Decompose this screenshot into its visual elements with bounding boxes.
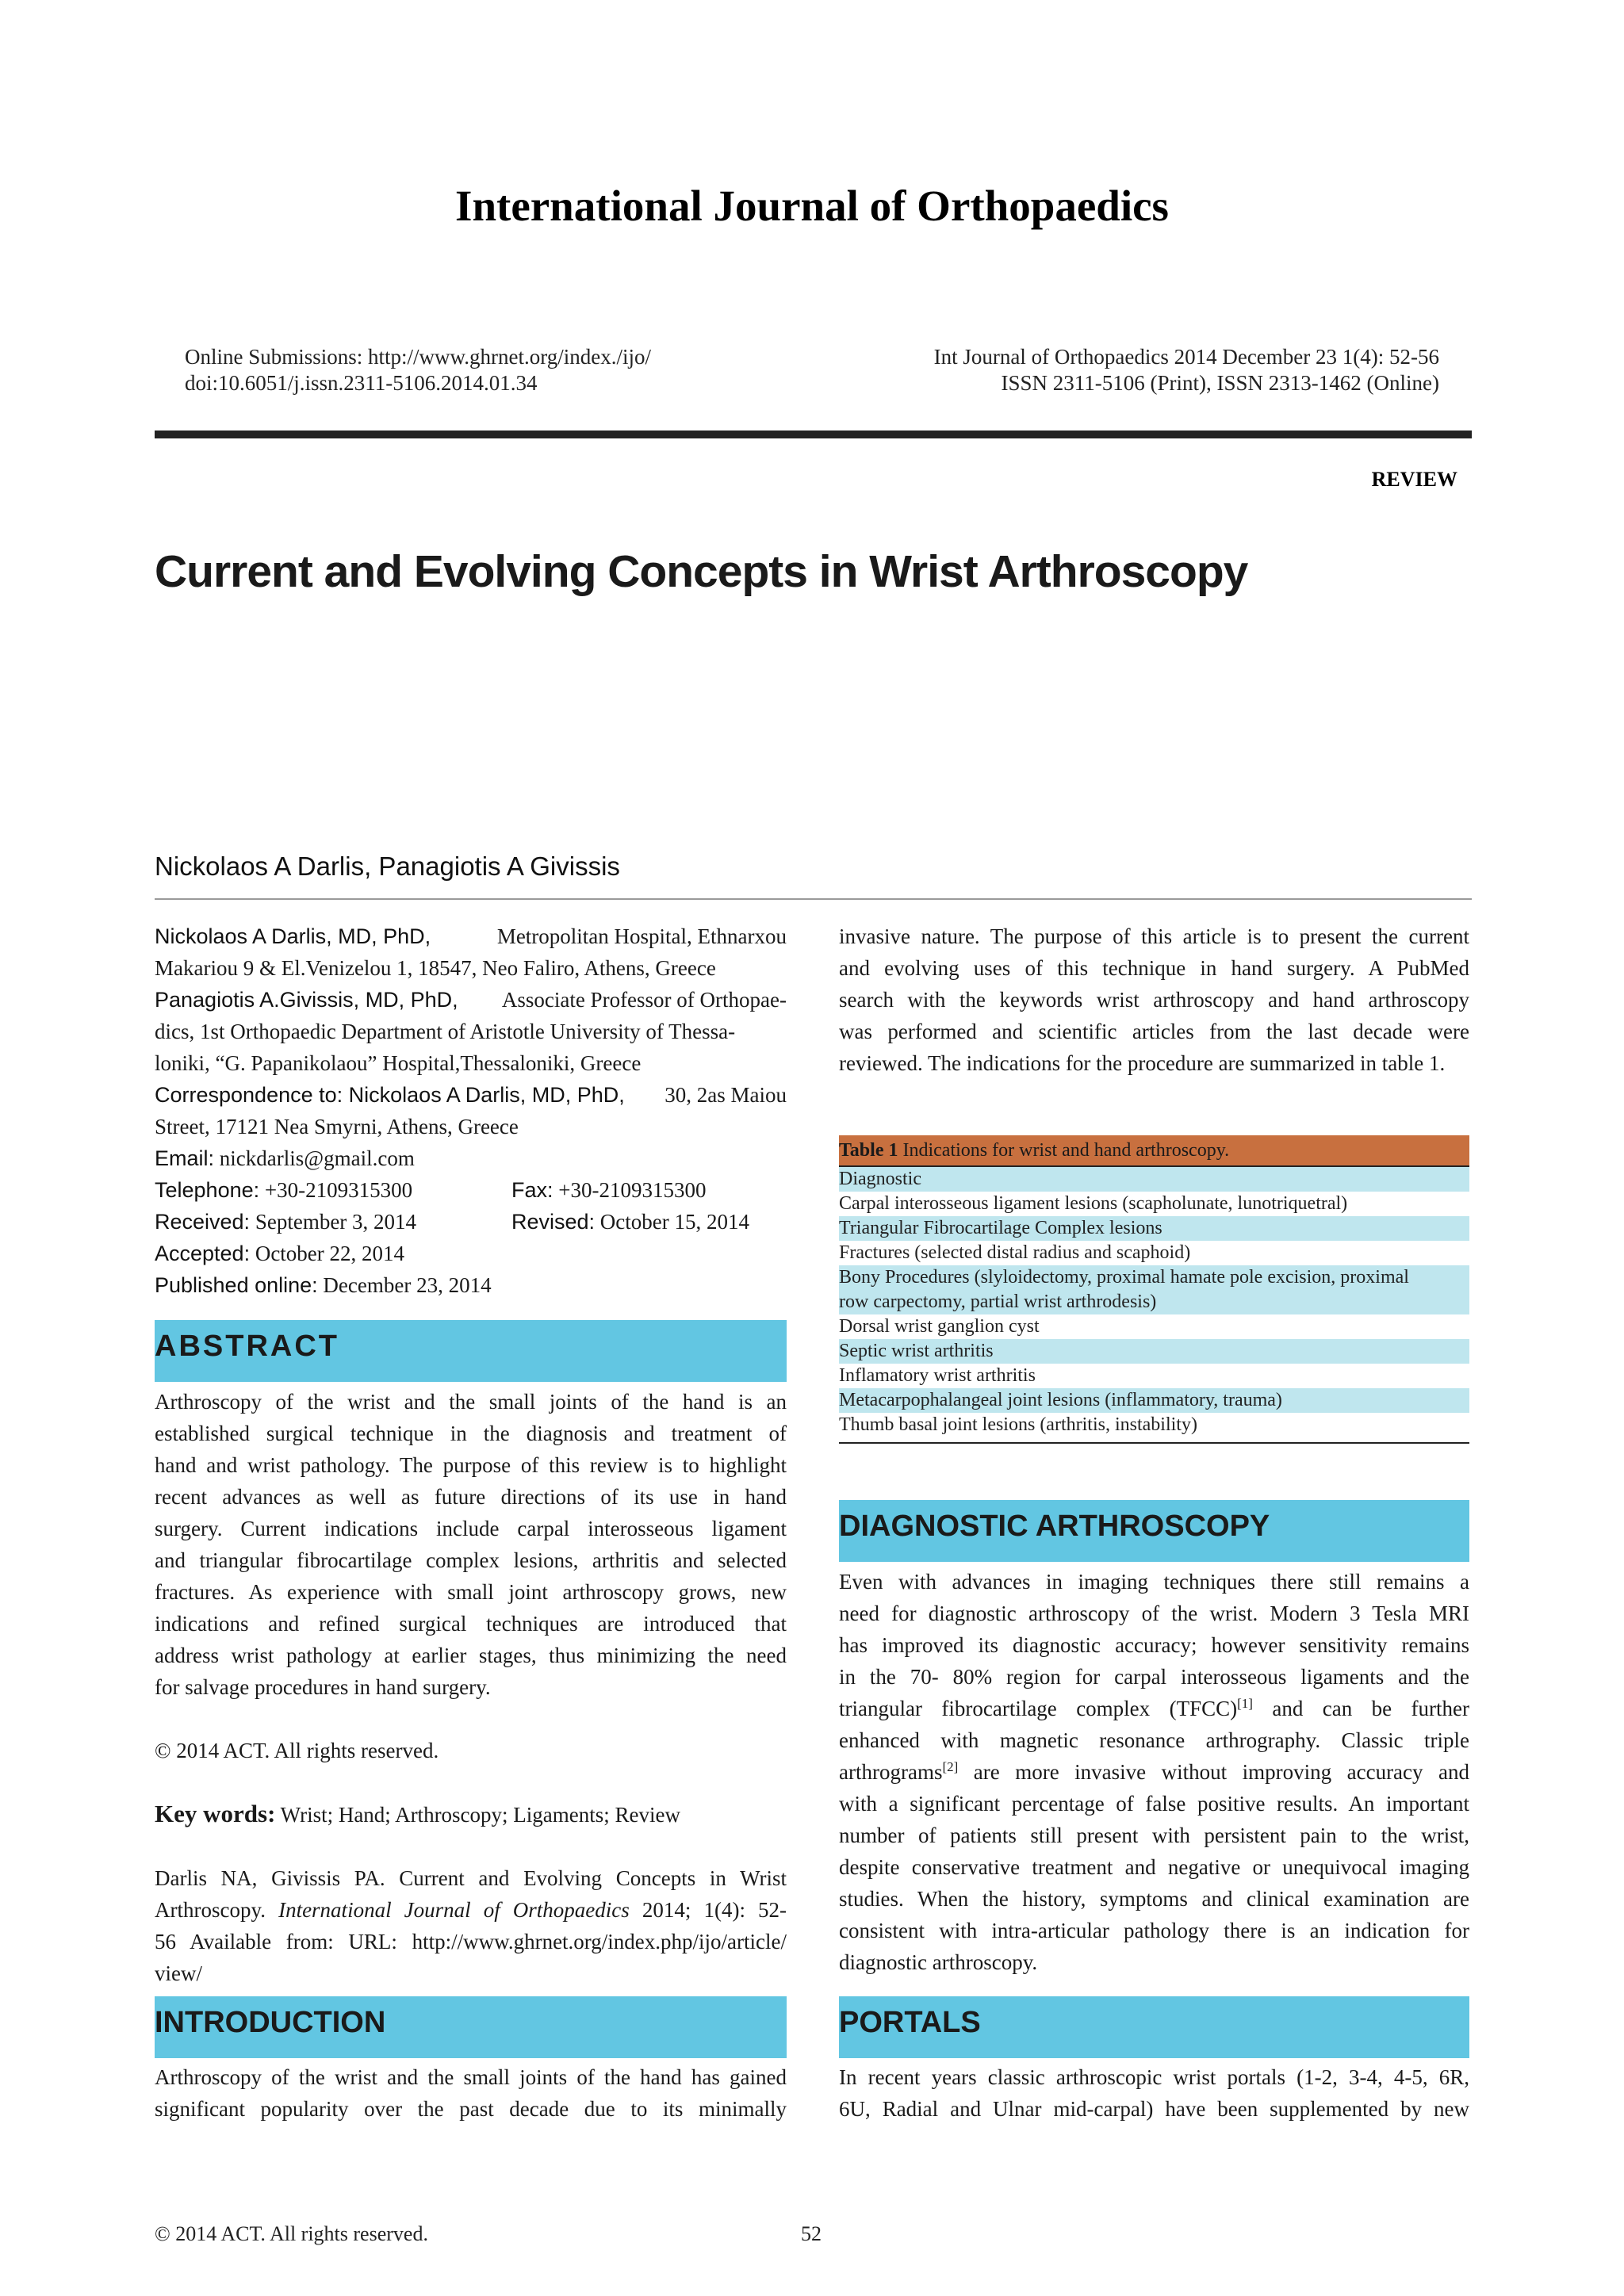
accepted-date: October 22, 2014 — [255, 1242, 405, 1265]
received-label: Received: — [155, 1210, 251, 1234]
revised-date: October 15, 2014 — [599, 1210, 750, 1234]
submission-info — [185, 344, 651, 396]
table-row: Fractures (selected distal radius and scaphoid) — [839, 1242, 1191, 1263]
intro-cont-line: was performed and scientific articles from the last decade were — [839, 1020, 1469, 1043]
abstract-line: address wrist pathology at earlier stages, thus minimizing the need — [155, 1644, 787, 1667]
intro-continued — [839, 920, 1469, 1079]
cite-line-4: view/ — [155, 1961, 202, 1985]
portals-line-1: In recent years classic arthroscopic wrist portals (1-2, 3-4, 4-5, 6R, — [839, 2065, 1469, 2089]
fax-label: Fax: — [511, 1178, 553, 1202]
telephone-label: Telephone: — [155, 1178, 260, 1202]
portals-heading-text: PORTALS — [839, 2006, 981, 2039]
published-label: Published online: — [155, 1273, 318, 1297]
table-row: Septic wrist arthritis — [839, 1339, 1469, 1364]
diagnostic-body — [839, 1566, 1469, 1978]
doi: doi:10.6051/j.issn.2311-5106.2014.01.34 — [185, 371, 538, 395]
portals-line-2: 6U, Radial and Ulnar mid-carpal) have been supplemented by new — [839, 2097, 1469, 2121]
abstract-heading — [155, 1320, 787, 1382]
authors-rule — [155, 898, 1472, 900]
table-row: row carpectomy, partial wrist arthrodesis) — [839, 1290, 1469, 1314]
intro-line-2: significant popularity over the past decade due to its minimally — [155, 2097, 787, 2121]
abstract-line: indications and refined surgical techniques are introduced that — [155, 1612, 787, 1636]
abstract-last-line: for salvage procedures in hand surgery. — [155, 1675, 491, 1699]
correspondence-address-cont: Street, 17121 Nea Smyrni, Athens, Greece — [155, 1115, 519, 1138]
keywords — [155, 1798, 787, 1831]
intro-cont-line: and evolving uses of this technique in hand surgery. A PubMed — [839, 956, 1469, 980]
diag-line-6: enhanced with magnetic resonance arthrography. Classic triple — [839, 1728, 1469, 1752]
portals-heading — [839, 1996, 1469, 2058]
diag-line-1: Even with advances in imaging techniques there still remains a — [839, 1570, 1469, 1594]
telephone: +30-2109315300 — [264, 1178, 413, 1202]
diag-line-7: arthrograms[2] are more invasive without improving accuracy and — [839, 1759, 1469, 1784]
diag-line-2: need for diagnostic arthroscopy of the wrist. Modern 3 Tesla MRI — [839, 1601, 1469, 1625]
section-label: REVIEW — [1371, 468, 1457, 491]
abstract-line: established surgical technique in the diagnosis and treatment of — [155, 1422, 787, 1445]
table-row: Dorsal wrist ganglion cyst — [839, 1316, 1040, 1337]
diagnostic-heading — [839, 1500, 1469, 1562]
email-label: Email: — [155, 1146, 215, 1170]
diag-line-13: diagnostic arthroscopy. — [839, 1950, 1038, 1974]
correspondence-address: 30, 2as Maiou — [665, 1083, 787, 1107]
abstract-line: Arthroscopy of the wrist and the small joints of the hand is an — [155, 1390, 787, 1414]
intro-cont-line: invasive nature. The purpose of this article is to present the current — [839, 924, 1469, 948]
table-bottom-rule — [839, 1442, 1469, 1444]
abstract-copyright: © 2014 ACT. All rights reserved. — [155, 1739, 439, 1762]
keywords-list: Wrist; Hand; Arthroscopy; Ligaments; Review — [280, 1803, 680, 1827]
table-caption — [839, 1135, 1469, 1165]
diag-line-10: despite conservative treatment and negative or unequivocal imaging — [839, 1855, 1469, 1879]
author2-aff: Associate Professor of Orthopae- — [501, 988, 787, 1012]
diag-line-11: studies. When the history, symptoms and clinical examination are — [839, 1887, 1469, 1911]
received-date: September 3, 2014 — [255, 1210, 417, 1234]
reference-1[interactable]: [1] — [1237, 1696, 1253, 1711]
abstract-line: recent advances as well as future directions of its use in hand — [155, 1485, 787, 1509]
table-row: Triangular Fibrocartilage Complex lesions — [839, 1216, 1469, 1241]
table-rows — [839, 1167, 1469, 1437]
cite-line-2: Arthroscopy. International Journal of Orthopaedics 2014; 1(4): 52- — [155, 1898, 787, 1922]
revised-label: Revised: — [511, 1210, 596, 1234]
table-row: Thumb basal joint lesions (arthritis, instability) — [839, 1414, 1197, 1435]
page-number: 52 — [801, 2222, 822, 2245]
abstract-lines — [155, 1386, 787, 1671]
author1-aff-cont: Makariou 9 & El.Venizelou 1, 18547, Neo Faliro, Athens, Greece — [155, 956, 716, 980]
intro-cont-line: search with the keywords wrist arthroscopy and hand arthroscopy — [839, 988, 1469, 1012]
citation-line: Int Journal of Orthopaedics 2014 December 23 1(4): 52-56 — [933, 345, 1439, 369]
cite-journal: International Journal of Orthopaedics — [278, 1898, 630, 1922]
author1-aff: Metropolitan Hospital, Ethnarxou — [496, 924, 787, 948]
diag-line-4: in the 70- 80% region for carpal interosseous ligaments and the — [839, 1665, 1469, 1689]
introduction-heading — [155, 1996, 787, 2058]
abstract-line: hand and wrist pathology. The purpose of this review is to highlight — [155, 1453, 787, 1477]
cite-line-1: Darlis NA, Givissis PA. Current and Evolving Concepts in Wrist — [155, 1866, 787, 1890]
diag-line-12: consistent with intra-articular pathology there is an indication for — [839, 1919, 1469, 1942]
introduction-heading-text: INTRODUCTION — [155, 2006, 386, 2039]
fax: +30-2109315300 — [558, 1178, 707, 1202]
author2-aff-cont: dics, 1st Orthopaedic Department of Aristotle University of Thessa- — [155, 1020, 736, 1043]
portals-body — [839, 2061, 1469, 2125]
author1-name: Nickolaos A Darlis, MD, PhD, — [155, 924, 431, 948]
table-label: Table 1 — [839, 1140, 898, 1161]
author2-aff-cont2: loniki, “G. Papanikolaou” Hospital,Thessaloniki, Greece — [155, 1051, 642, 1075]
citation-block — [155, 1862, 787, 1989]
table-row: Inflamatory wrist arthritis — [839, 1365, 1036, 1386]
authors: Nickolaos A Darlis, Panagiotis A Givissis — [155, 851, 620, 881]
article-title: Current and Evolving Concepts in Wrist Arthroscopy — [155, 546, 1248, 597]
diag-line-9: number of patients still present with persistent pain to the wrist, — [839, 1823, 1469, 1847]
issue-info — [934, 344, 1439, 396]
diag-line-5: triangular fibrocartilage complex (TFCC)[1] and can be further — [839, 1696, 1469, 1720]
introduction-body — [155, 2061, 787, 2125]
submission-url: Online Submissions: http://www.ghrnet.org/index./ijo/ — [185, 345, 652, 369]
issn-line: ISSN 2311-5106 (Print), ISSN 2313-1462 (Online) — [1001, 371, 1439, 395]
table-row: Carpal interosseous ligament lesions (scapholunate, lunotriquetral) — [839, 1193, 1348, 1214]
intro-cont-lines — [839, 920, 1469, 1047]
keywords-label: Key words: — [155, 1800, 276, 1827]
published-date: December 23, 2014 — [323, 1273, 492, 1297]
intro-line-1: Arthroscopy of the wrist and the small joints of the hand has gained — [155, 2065, 787, 2089]
table-caption-text: Indications for wrist and hand arthroscopy. — [902, 1140, 1230, 1161]
table-row: Diagnostic — [839, 1167, 1469, 1192]
abstract-line: surgery. Current indications include carpal interosseous ligament — [155, 1517, 787, 1540]
correspondence-label: Correspondence to: Nickolaos A Darlis, MD, PhD, — [155, 1083, 625, 1107]
abstract-line: fractures. As experience with small joint arthroscopy grows, new — [155, 1580, 787, 1604]
author2-name: Panagiotis A.Givissis, MD, PhD, — [155, 988, 458, 1012]
diagnostic-heading-text: DIAGNOSTIC ARTHROSCOPY — [839, 1510, 1270, 1543]
abstract-line: and triangular fibrocartilage complex lesions, arthritis and selected — [155, 1548, 787, 1572]
affiliations — [155, 920, 787, 1301]
diag-line-3: has improved its diagnostic accuracy; however sensitivity remains — [839, 1633, 1469, 1657]
abstract-body — [155, 1386, 787, 1989]
journal-title: International Journal of Orthopaedics — [455, 182, 1169, 230]
email[interactable]: nickdarlis@gmail.com — [219, 1146, 415, 1170]
diag-line-8: with a significant percentage of false positive results. An important — [839, 1792, 1469, 1816]
intro-cont-last: reviewed. The indications for the procedure are summarized in table 1. — [839, 1051, 1446, 1075]
cite-line-3[interactable]: 56 Available from: URL: http://www.ghrnet.org/index.php/ijo/article/ — [155, 1930, 787, 1954]
accepted-label: Accepted: — [155, 1242, 251, 1265]
table-row: Bony Procedures (slyloidectomy, proximal hamate pole excision, proximal — [839, 1265, 1469, 1290]
table-row: Metacarpophalangeal joint lesions (inflammatory, trauma) — [839, 1388, 1469, 1413]
table-1 — [839, 1135, 1469, 1444]
abstract-heading-text: ABSTRACT — [155, 1330, 339, 1363]
reference-2[interactable]: [2] — [942, 1759, 959, 1774]
footer-copyright: © 2014 ACT. All rights reserved. — [155, 2222, 428, 2245]
header-rule — [155, 430, 1472, 438]
